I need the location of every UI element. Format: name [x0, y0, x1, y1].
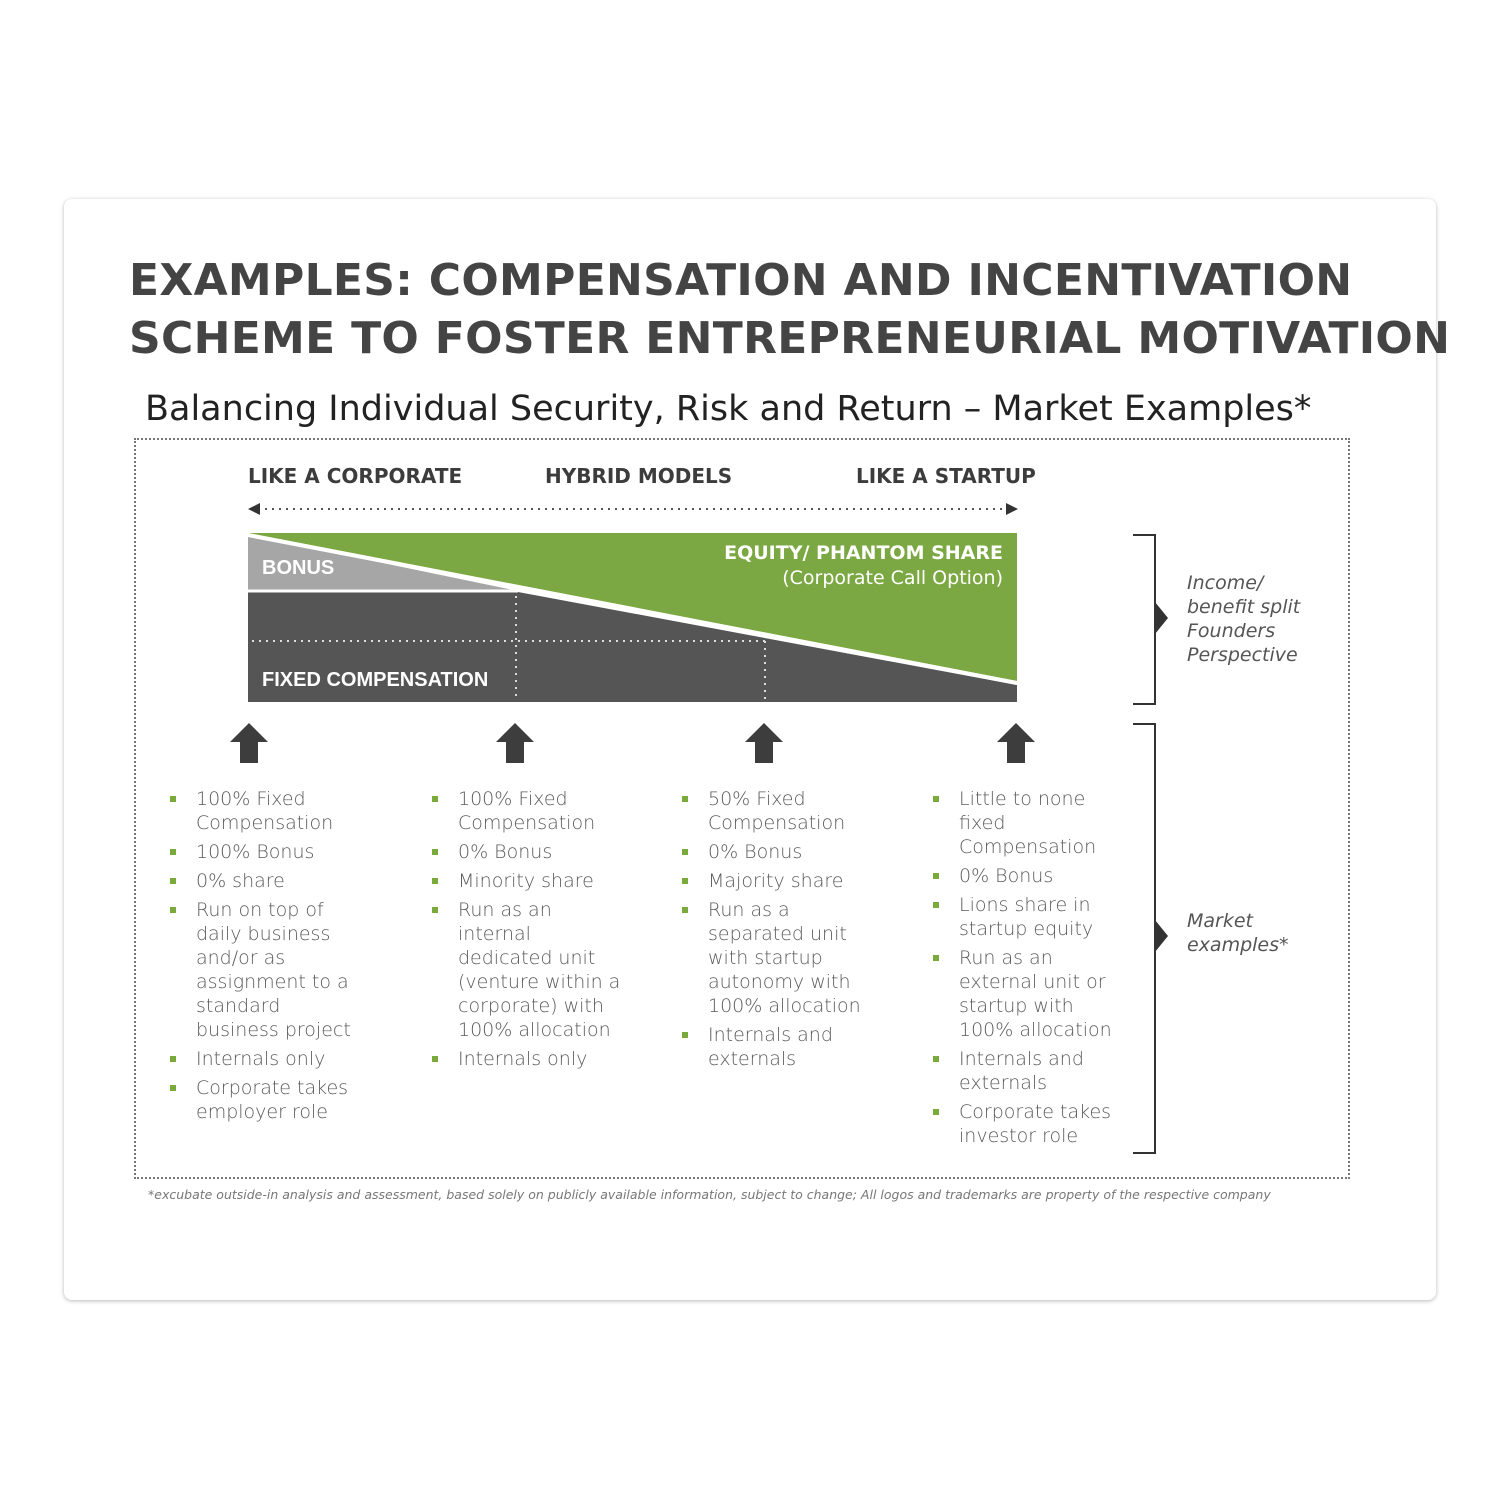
- bullet-icon: [682, 1032, 688, 1038]
- list-item: 100% Fixed Compensation: [168, 787, 368, 835]
- title-line-2: SCHEME TO FOSTER ENTREPRENEURIAL MOTIVATION: [129, 313, 1451, 364]
- bullet-icon: [933, 902, 939, 908]
- list-item: Corporate takes employer role: [168, 1076, 368, 1124]
- list-item: 100% Bonus: [168, 840, 368, 864]
- bullet-icon: [682, 907, 688, 913]
- up-arrow-icon: [496, 723, 534, 763]
- up-arrow-icon: [745, 723, 783, 763]
- bullet-icon: [933, 1109, 939, 1115]
- bracket-income: [1133, 535, 1168, 704]
- list-item: Run as a separated unit with startup autonomy with 100% allocation: [680, 898, 880, 1018]
- bullet-icon: [170, 907, 176, 913]
- bullet-icon: [432, 849, 438, 855]
- list-item: Little to none fixed Compensation: [931, 787, 1131, 859]
- bullet-icon: [682, 796, 688, 802]
- footnote: *excubate outside-in analysis and assessment, based solely on publicly available information, subject to change; All logos and trademarks are property of the respective company: [148, 1187, 1271, 1202]
- fixed-compensation-label: FIXED COMPENSATION: [262, 669, 489, 691]
- bullet-icon: [682, 849, 688, 855]
- list-item: Majority share: [680, 869, 880, 893]
- list-item: Lions share in startup equity: [931, 893, 1131, 941]
- list-item: 50% Fixed Compensation: [680, 787, 880, 835]
- bullet-icon: [170, 1056, 176, 1062]
- list-item: Run as an external unit or startup with 100% allocation: [931, 946, 1131, 1042]
- market-examples-label: Market examples*: [1187, 910, 1289, 956]
- column-corporate: [168, 787, 368, 1129]
- bracket-market: [1133, 724, 1168, 1153]
- list-item: 0% Bonus: [430, 840, 630, 864]
- bullet-icon: [682, 878, 688, 884]
- bullet-icon: [170, 878, 176, 884]
- list-item: Corporate takes investor role: [931, 1100, 1131, 1148]
- label-like-a-startup: LIKE A STARTUP: [856, 464, 1036, 488]
- list-item: Minority share: [430, 869, 630, 893]
- title-line-1: EXAMPLES: COMPENSATION AND INCENTIVATION: [129, 255, 1353, 306]
- list-item: Internals only: [168, 1047, 368, 1071]
- bonus-label: BONUS: [262, 557, 335, 579]
- bullet-icon: [432, 878, 438, 884]
- equity-title: EQUITY/ PHANTOM SHARE: [724, 542, 1003, 564]
- equity-label: [700, 541, 1003, 591]
- list-item: Run on top of daily business and/or as assignment to a standard business project: [168, 898, 368, 1042]
- equity-subtitle: (Corporate Call Option): [782, 567, 1003, 589]
- list-item: 0% share: [168, 869, 368, 893]
- bullet-icon: [170, 1085, 176, 1091]
- subtitle: Balancing Individual Security, Risk and Return – Market Examples*: [145, 389, 1312, 429]
- bullet-icon: [933, 796, 939, 802]
- list-item: Internals and externals: [680, 1023, 880, 1071]
- list-item: Internals and externals: [931, 1047, 1131, 1095]
- list-item: Run as an internal dedicated unit (venture within a corporate) with 100% allocation: [430, 898, 630, 1042]
- list-item: 0% Bonus: [931, 864, 1131, 888]
- bullet-icon: [933, 955, 939, 961]
- bullet-icon: [933, 873, 939, 879]
- spectrum-double-arrow: [248, 503, 1018, 515]
- column-startup: [931, 787, 1131, 1153]
- list-item: Internals only: [430, 1047, 630, 1071]
- label-hybrid-models: HYBRID MODELS: [545, 464, 733, 488]
- bullet-icon: [170, 849, 176, 855]
- bullet-icon: [933, 1056, 939, 1062]
- bullet-icon: [432, 907, 438, 913]
- column-hybrid-minority: [430, 787, 630, 1076]
- list-item: 100% Fixed Compensation: [430, 787, 630, 835]
- bullet-icon: [432, 796, 438, 802]
- bullet-icon: [170, 796, 176, 802]
- column-hybrid-majority: [680, 787, 880, 1076]
- income-split-label: Income/ benefit split Founders Perspective: [1187, 572, 1301, 666]
- up-arrow-icon: [230, 723, 268, 763]
- bullet-icon: [432, 1056, 438, 1062]
- label-like-a-corporate: LIKE A CORPORATE: [248, 464, 463, 488]
- up-arrow-icon: [997, 723, 1035, 763]
- list-item: 0% Bonus: [680, 840, 880, 864]
